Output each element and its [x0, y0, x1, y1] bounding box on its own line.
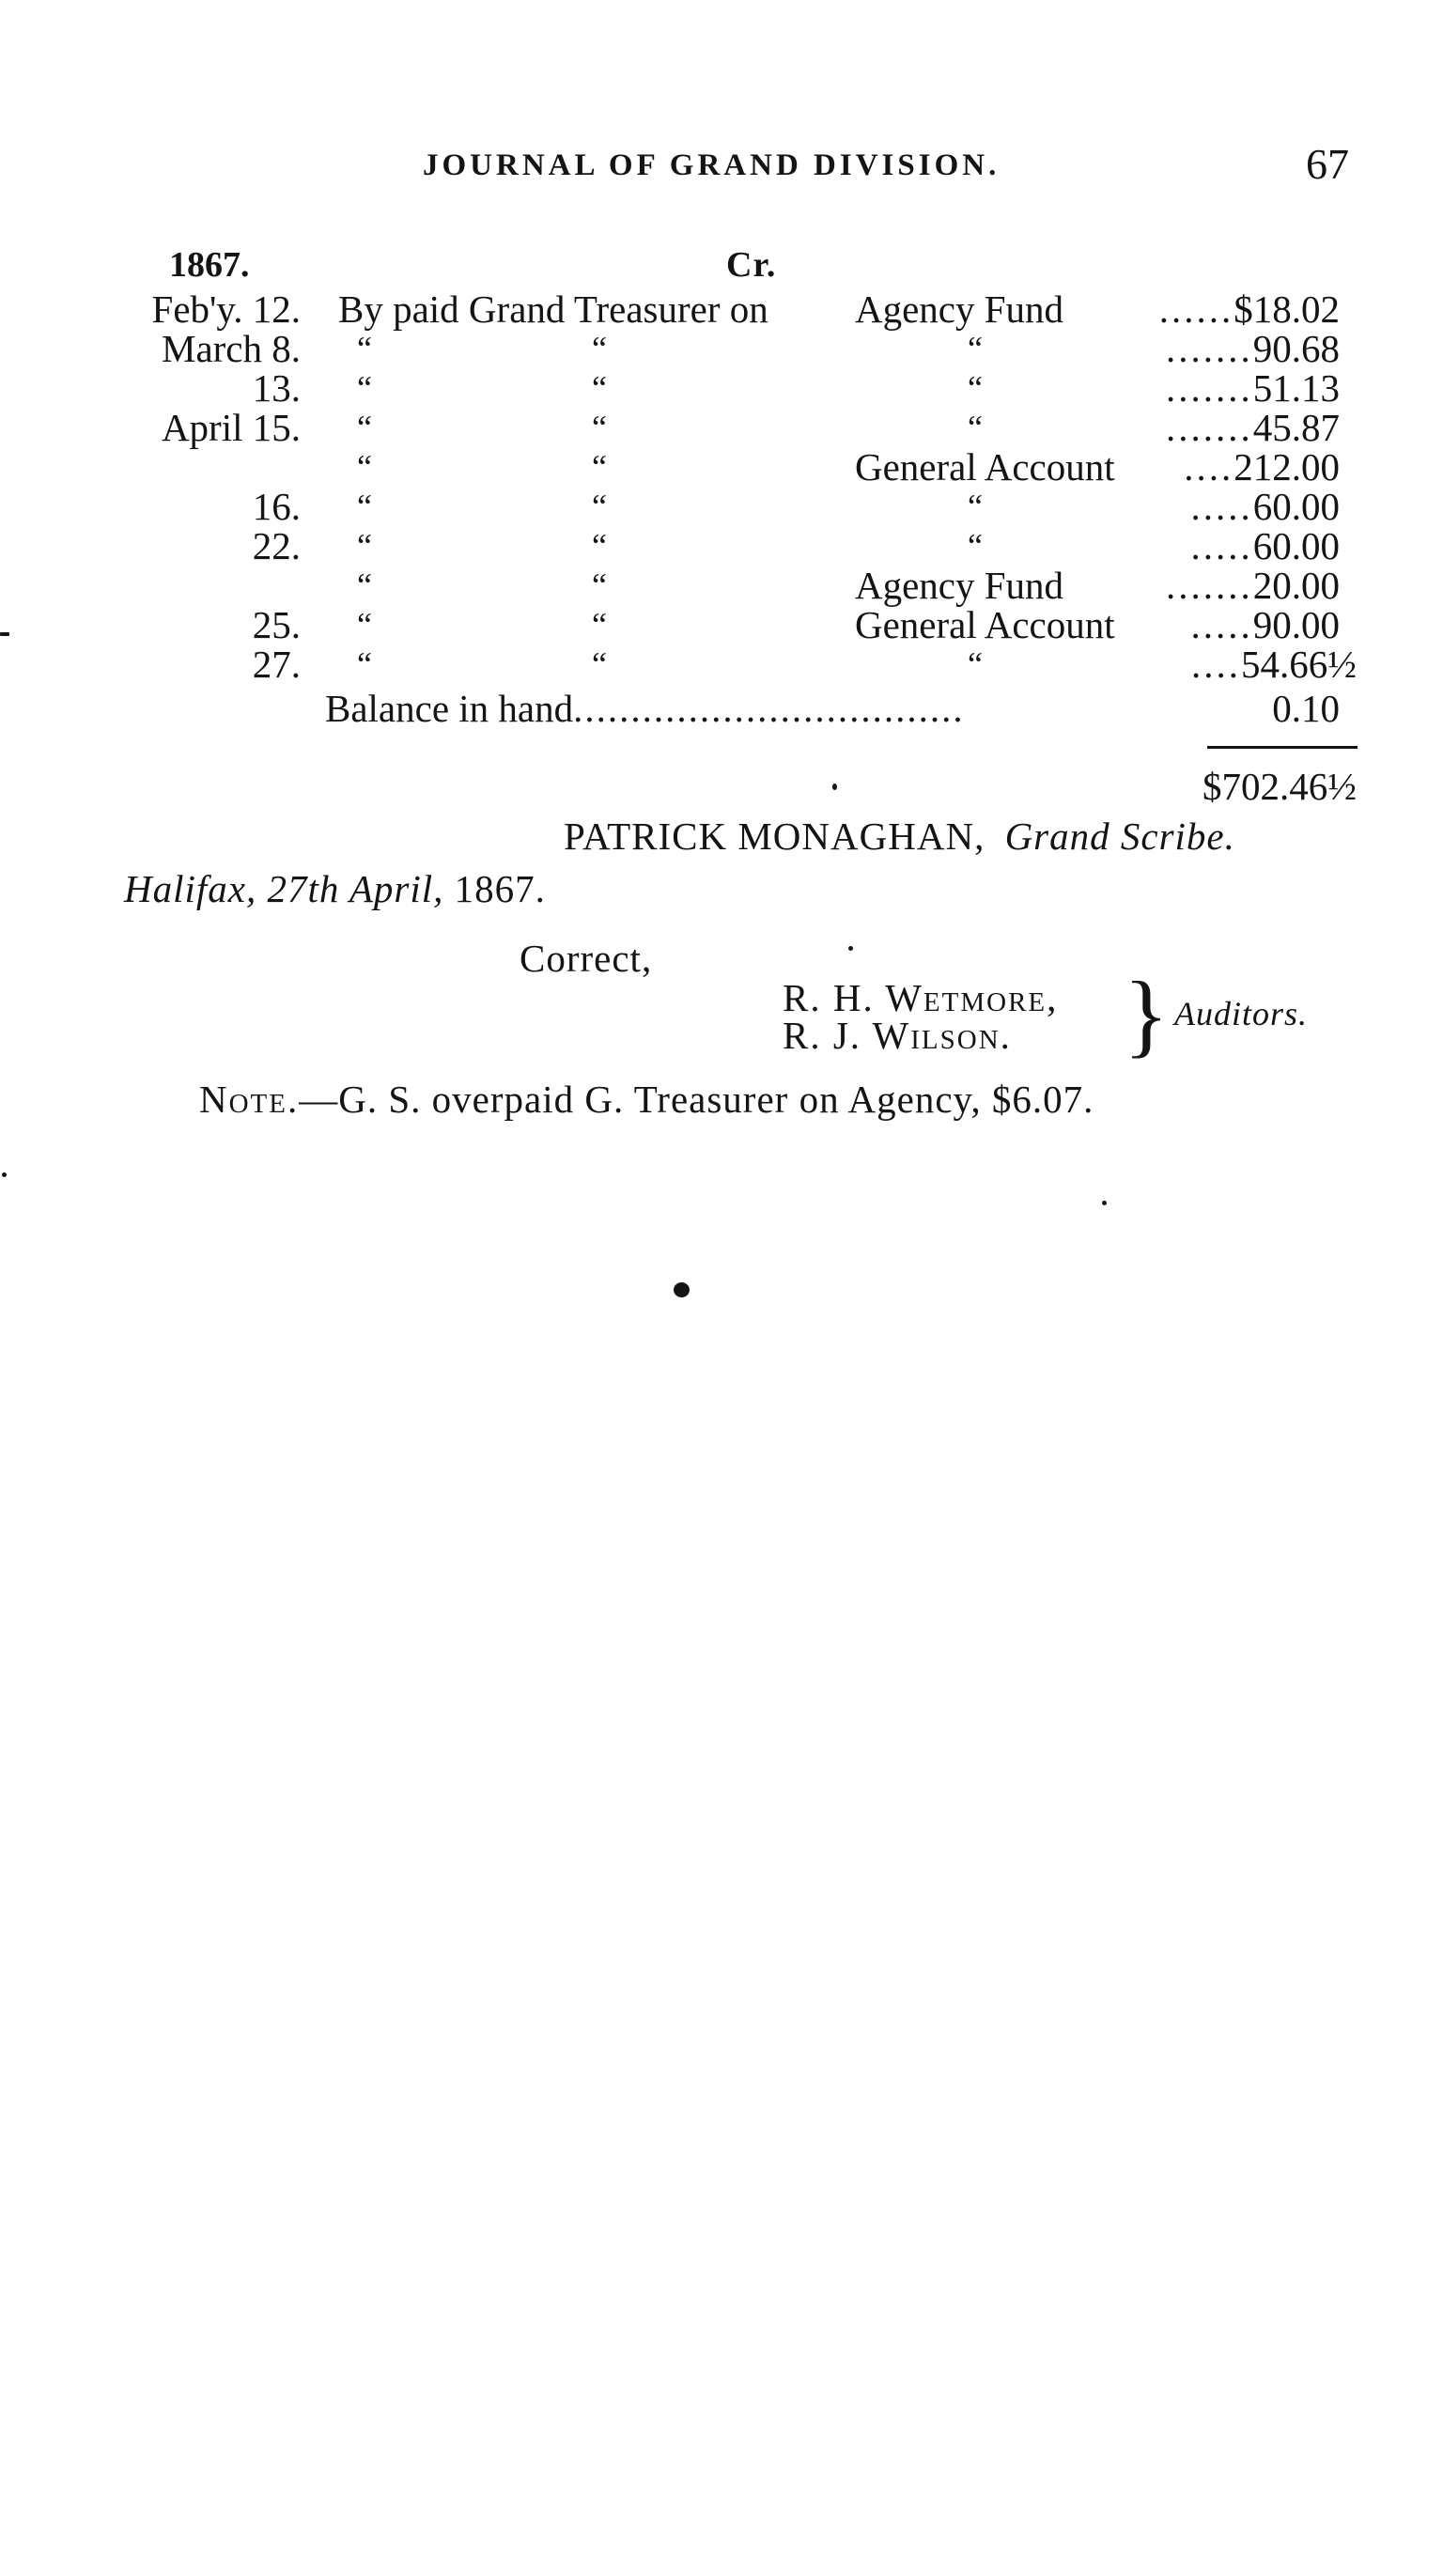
ledger-row-account: “ — [968, 330, 983, 367]
note-label: Note. — [199, 1078, 300, 1121]
ink-speck — [1102, 1201, 1107, 1205]
ledger-row-date: 27. — [252, 643, 301, 686]
scribe-name: PATRICK MONAGHAN, — [564, 815, 985, 858]
ledger-row-date — [56, 446, 301, 488]
leader-dots: ....... — [1166, 327, 1253, 370]
ledger-row-account: “ — [968, 488, 983, 525]
ledger-row-ditto: “ — [357, 606, 372, 644]
ledger-row-date: April 15. — [161, 406, 301, 449]
ledger-row-ditto: “ — [357, 645, 372, 683]
scribe-title: Grand Scribe. — [1004, 815, 1235, 858]
ledger-row-amount-cell — [1166, 565, 1340, 606]
ledger-row-amount: 90.00 — [1252, 603, 1340, 646]
leader-dots: ....... — [1166, 564, 1253, 607]
ledger-row-amount-cell — [1184, 446, 1340, 488]
ledger-row-amount: 60.00 — [1252, 485, 1340, 528]
leader-dots: ..... — [1190, 485, 1253, 528]
ledger-row-ditto: “ — [357, 448, 372, 486]
ledger-row-ditto: “ — [592, 566, 607, 604]
ledger-row-amount-cell — [1166, 328, 1340, 369]
correct-label: Correct, — [520, 937, 653, 980]
auditors-brace: } — [1124, 962, 1169, 1066]
ledger-row-amount-cell — [1191, 525, 1341, 566]
ledger-row-account: “ — [968, 409, 983, 446]
ledger-row-amount-cell — [1191, 486, 1341, 527]
ink-blot — [674, 1282, 690, 1297]
leader-dots: ..... — [1190, 524, 1253, 567]
ledger-year: 1867. — [169, 245, 250, 285]
leader-dots: ...... — [1158, 287, 1234, 331]
balance-amount: 0.10 — [1272, 687, 1340, 730]
balance-label: Balance in hand — [325, 687, 574, 730]
dateline — [124, 866, 546, 911]
ledger-row-amount-cell — [1166, 407, 1340, 448]
ink-speck — [848, 946, 853, 951]
ledger-total: $702.46½ — [1202, 765, 1357, 808]
ledger-row-account: “ — [968, 527, 983, 565]
auditors-role: Auditors. — [1174, 995, 1309, 1032]
ledger-row-account: General Account — [855, 603, 1115, 646]
ledger-row-amount: 60.00 — [1252, 524, 1340, 567]
balance-leader-dots: .................................. — [573, 687, 965, 730]
balance-line — [325, 688, 965, 729]
note-text: —G. S. overpaid G. Treasurer on Agency, $6.07. — [299, 1078, 1094, 1121]
ledger-row-ditto: “ — [357, 527, 372, 565]
ledger-row-account: General Account — [855, 445, 1115, 489]
ledger-row-account: Agency Fund — [855, 564, 1064, 607]
auditor-1: R. H. Wetmore, — [783, 976, 1059, 1019]
margin-mark — [2, 1172, 7, 1177]
ledger-row-ditto: “ — [592, 330, 607, 367]
ledger-row-date: 13. — [252, 366, 301, 410]
ledger-row-account: Agency Fund — [855, 287, 1064, 331]
ledger-row-amount: 90.68 — [1252, 327, 1340, 370]
page-number: 67 — [1306, 140, 1349, 188]
ledger-row-amount: 51.13 — [1252, 366, 1340, 410]
ledger-row-ditto: “ — [592, 645, 607, 683]
ledger-row-ditto: “ — [592, 369, 607, 407]
ledger-row-amount-cell — [1159, 288, 1340, 330]
ledger-row-amount: $18.02 — [1234, 287, 1340, 331]
leader-dots: .... — [1191, 643, 1241, 686]
ledger-row-ditto: “ — [357, 566, 372, 604]
leader-dots: ....... — [1166, 406, 1253, 449]
ledger-row-ditto: “ — [592, 606, 607, 644]
leader-dots: .... — [1184, 445, 1234, 489]
running-title: JOURNAL OF GRAND DIVISION. — [423, 148, 1001, 182]
ledger-row-amount-cell — [1166, 367, 1340, 409]
ledger-row-amount: 212.00 — [1234, 445, 1340, 489]
ledger-row-date: Feb'y. 12. — [151, 287, 301, 331]
ledger-row-date: 25. — [252, 603, 301, 646]
footnote — [199, 1077, 1094, 1122]
ledger-row-amount: 45.87 — [1252, 406, 1340, 449]
ledger-row-date — [56, 565, 301, 606]
ledger-row-ditto: “ — [357, 409, 372, 446]
ledger-row-date: March 8. — [161, 327, 301, 370]
ledger-row-description: By paid Grand Treasurer on — [338, 287, 768, 331]
dateline-year: 1867. — [454, 867, 546, 910]
ledger-row-amount: 54.66½ — [1241, 643, 1357, 686]
ledger-row-amount-cell — [1191, 604, 1341, 645]
ledger-row-date: 22. — [252, 524, 301, 567]
dateline-place: Halifax, — [124, 867, 257, 910]
ledger-row-ditto: “ — [592, 527, 607, 565]
auditor-2: R. J. Wilson. — [783, 1014, 1012, 1057]
leader-dots: ....... — [1166, 366, 1253, 410]
ledger-row-ditto: “ — [357, 330, 372, 367]
margin-mark — [0, 632, 9, 636]
ledger-row-ditto: “ — [592, 448, 607, 486]
ink-speck — [832, 784, 837, 790]
ledger-row-account: “ — [968, 369, 983, 407]
signature-line — [564, 814, 1235, 859]
ledger-side-label: Cr. — [726, 245, 777, 285]
ledger-row-ditto: “ — [592, 409, 607, 446]
ledger-row-account: “ — [968, 645, 983, 683]
ledger-row-date: 16. — [252, 485, 301, 528]
ledger-row-ditto: “ — [357, 369, 372, 407]
ledger-row-ditto: “ — [357, 488, 372, 525]
total-rule — [1207, 746, 1358, 749]
leader-dots: ..... — [1190, 603, 1253, 646]
dateline-date: 27th April, — [267, 867, 444, 910]
ledger-row-ditto: “ — [592, 488, 607, 525]
ledger-row-amount: 20.00 — [1252, 564, 1340, 607]
ledger-row-amount-cell — [1191, 644, 1357, 685]
